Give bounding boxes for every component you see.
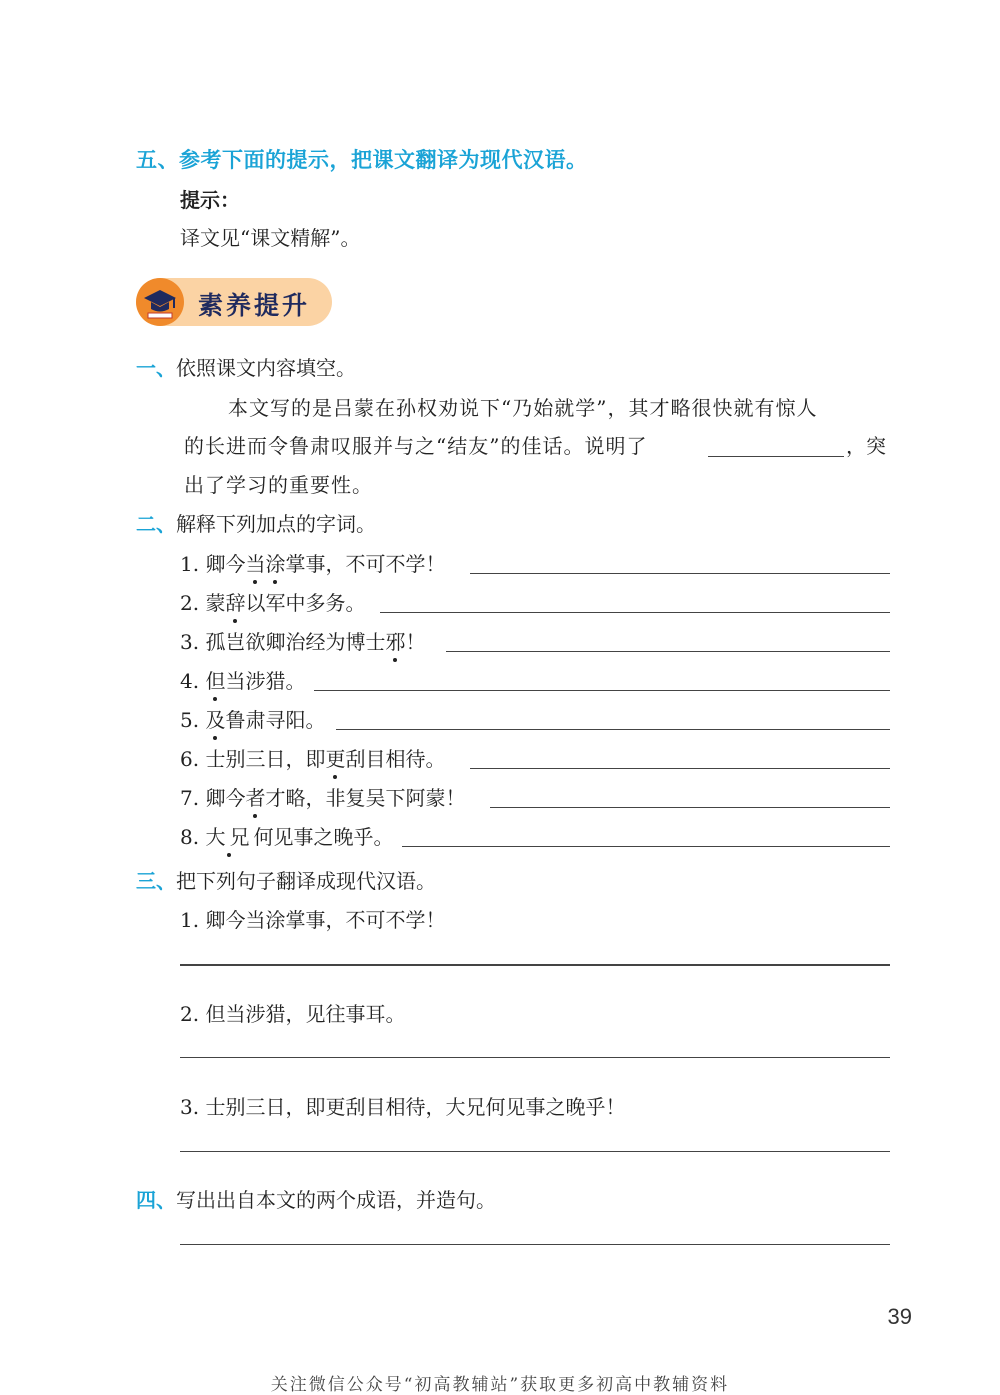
q2-item-5 — [180, 704, 325, 733]
q2-item-text: 2. 蒙 — [180, 591, 226, 615]
dotted-char: 辞 — [225, 587, 245, 616]
q1-title: 依照课文内容填空。 — [176, 356, 356, 380]
q2-item-text: 7. 卿今 — [180, 786, 246, 810]
q2-answer-line-7[interactable] — [490, 807, 890, 808]
q2-item-text: 3. 孤岂欲卿治经为博士 — [180, 630, 386, 654]
q2-item-text: ！ — [405, 630, 426, 654]
q2-item-text: 才略，非复吴下阿蒙！ — [265, 786, 466, 810]
q2-answer-line-4[interactable] — [314, 690, 890, 691]
hint-label: 提示： — [180, 188, 240, 212]
suyang-banner — [136, 278, 332, 326]
q1-blank[interactable] — [708, 456, 844, 457]
q2-answer-line-6[interactable] — [470, 768, 890, 769]
q1-line3: 出了学习的重要性。 — [184, 473, 373, 497]
section5-title: 五、参考下面的提示，把课文翻译为现代汉语。 — [136, 148, 588, 172]
footer-note: 关注微信公众号“初高教辅站”获取更多初高中教辅资料 — [270, 1375, 730, 1395]
q3-answer-line-1[interactable] — [180, 964, 890, 966]
q1-line2b: ，突 — [846, 434, 886, 458]
q3-answer-line-2[interactable] — [180, 1057, 890, 1058]
q2-answer-line-8[interactable] — [402, 846, 890, 847]
dotted-char: 当 — [245, 548, 265, 577]
q2-heading — [136, 508, 376, 537]
q3-item-2: 2. 但当涉猎，见往事耳。 — [180, 1002, 406, 1026]
q2-item-text: 1. 卿今 — [180, 552, 246, 576]
q1-line1: 本文写的是吕蒙在孙权劝说下“乃始就学”，其才略很快就有惊人 — [228, 396, 818, 420]
q3-item-1: 1. 卿今当涂掌事，不可不学！ — [180, 908, 446, 932]
q3-answer-line-3[interactable] — [180, 1151, 890, 1152]
q2-item-4 — [180, 665, 305, 694]
q1-heading — [136, 352, 356, 381]
graduation-cap-icon — [136, 278, 184, 326]
q2-answer-line-5[interactable] — [336, 729, 890, 730]
q3-title: 把下列句子翻译成现代汉语。 — [176, 869, 436, 893]
q2-item-text: 6. 士别三日，即 — [180, 747, 326, 771]
q2-item-2 — [180, 587, 365, 616]
page-number: 39 — [887, 1304, 912, 1329]
q4-heading — [136, 1184, 496, 1213]
q2-item-text: 掌事，不可不学！ — [285, 552, 446, 576]
q2-item-text: 刮目相待。 — [345, 747, 446, 771]
q2-item-text: 4. — [180, 669, 206, 693]
q2-item-1 — [180, 548, 445, 577]
q2-item-3 — [180, 626, 425, 655]
q2-answer-line-3[interactable] — [446, 651, 890, 652]
q2-item-text: 5. — [180, 708, 206, 732]
dotted-char: 者 — [245, 782, 265, 811]
dotted-char: 及 — [205, 704, 225, 733]
dotted-char: 大兄 — [205, 821, 253, 850]
hint-text: 译文见“课文精解”。 — [180, 226, 361, 250]
q2-number: 二、 — [136, 512, 176, 536]
q3-heading — [136, 865, 436, 894]
q2-item-text: 何见事之晚乎。 — [253, 825, 394, 849]
dotted-char: 更 — [325, 743, 345, 772]
dotted-char: 涂 — [265, 548, 285, 577]
dotted-char: 邪 — [385, 626, 405, 655]
q2-item-8 — [180, 821, 393, 850]
q2-answer-line-2[interactable] — [380, 612, 890, 613]
q1-number: 一、 — [136, 356, 176, 380]
q2-item-7 — [180, 782, 465, 811]
q2-item-6 — [180, 743, 445, 772]
q4-title: 写出出自本文的两个成语，并造句。 — [176, 1188, 496, 1212]
q2-title: 解释下列加点的字词。 — [176, 512, 376, 536]
q2-item-text: 8. — [180, 825, 206, 849]
q3-item-3: 3. 士别三日，即更刮目相待，大兄何见事之晚乎！ — [180, 1095, 626, 1119]
q2-item-text: 以军中多务。 — [245, 591, 366, 615]
q2-answer-line-1[interactable] — [470, 573, 890, 574]
q1-line2a: 的长进而令鲁肃叹服并与之“结友”的佳话。说明了 — [184, 434, 648, 458]
dotted-char: 但 — [205, 665, 225, 694]
banner-label: 素养提升 — [198, 291, 311, 320]
q2-item-text: 当涉猎。 — [225, 669, 306, 693]
q3-number: 三、 — [136, 869, 176, 893]
q4-number: 四、 — [136, 1188, 176, 1212]
q4-answer-line[interactable] — [180, 1244, 890, 1245]
q2-item-text: 鲁肃寻阳。 — [225, 708, 326, 732]
